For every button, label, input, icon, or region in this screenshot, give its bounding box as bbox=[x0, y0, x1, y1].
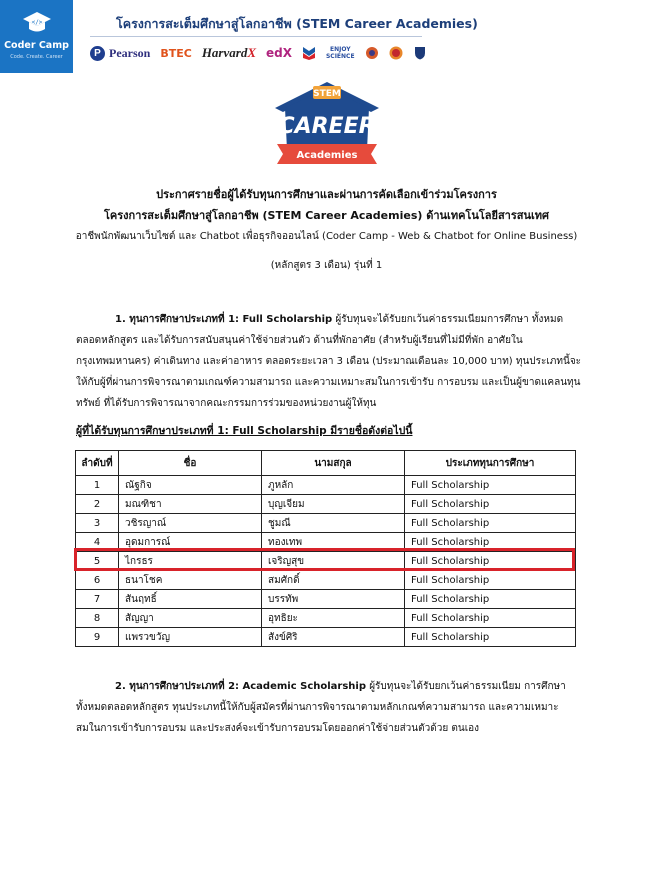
table-row bbox=[76, 571, 576, 590]
enjoy-line2: SCIENCE bbox=[325, 53, 355, 60]
row-last-name: ทองเทพ bbox=[262, 533, 405, 552]
btec-logo: BTEC bbox=[160, 46, 192, 60]
header-order: ลำดับที่ bbox=[76, 451, 119, 476]
row-scholarship: Full Scholarship bbox=[405, 476, 576, 495]
svg-text:</>: </> bbox=[31, 19, 43, 26]
scholarship-1-lead: 1. ทุนการศึกษาประเภทที่ 1: Full Scholarship bbox=[115, 314, 333, 325]
announcement-batch: (หลักสูตร 3 เดือน) รุ่นที่ 1 bbox=[270, 260, 383, 271]
header-last-name: นามสกุล bbox=[262, 451, 405, 476]
harvard-label: Harvard bbox=[201, 45, 248, 60]
row-scholarship: Full Scholarship bbox=[405, 514, 576, 533]
row-order: 6 bbox=[76, 571, 119, 590]
stem-career-academies-logo bbox=[267, 78, 387, 176]
pearson-label: Pearson bbox=[109, 45, 151, 60]
row-first-name: ไกรธร bbox=[119, 552, 262, 571]
project-title: โครงการสะเต็มศึกษาสู่โลกอาชีพ (STEM Career Academies) bbox=[116, 16, 478, 31]
coder-camp-name: Coder Camp bbox=[4, 40, 69, 51]
scholarship-2-lead: 2. ทุนการศึกษาประเภทที่ 2: Academic Scholarship bbox=[115, 681, 367, 692]
pearson-mark: P bbox=[90, 46, 105, 61]
enjoy-science-logo bbox=[326, 46, 355, 60]
row-last-name: บุญเจียม bbox=[262, 495, 405, 514]
row-first-name: ณัฐกิจ bbox=[119, 476, 262, 495]
row-order: 5 bbox=[76, 552, 119, 571]
row-first-name: แพรวขวัญ bbox=[119, 628, 262, 647]
partner-logos bbox=[90, 42, 427, 64]
row-order: 2 bbox=[76, 495, 119, 514]
row-first-name: อุดมการณ์ bbox=[119, 533, 262, 552]
row-order: 4 bbox=[76, 533, 119, 552]
harvardx-logo bbox=[202, 45, 256, 61]
harvard-x: X bbox=[247, 45, 256, 60]
row-last-name: สมศักดิ์ bbox=[262, 571, 405, 590]
shield-icon bbox=[413, 46, 427, 60]
table-row bbox=[76, 590, 576, 609]
row-scholarship: Full Scholarship bbox=[405, 590, 576, 609]
gear-seal-icon bbox=[365, 46, 379, 60]
announcement-project: โครงการสะเต็มศึกษาสู่โลกอาชีพ (STEM Career Academies) ด้านเทคโนโลยีสารสนเทศ bbox=[104, 209, 549, 222]
scholarship-2-body: ผู้รับทุนจะได้รับยกเว้นค่าธรรมเนียม การศึกษาทั้งหมดตลอดหลักสูตร ทุนประเภทนี้ให้กับผู้สมัครที่ผ่านการพิจารณาตามหลักเกณฑ์ความสามารถ และความเหมาะสมในการเข้ารับการอบรม และประสงค์จะเข้ารับการอบรมโดยออกค่าใช้จ่ายส่วนตัวด้วย ตนเอง bbox=[76, 681, 566, 734]
row-scholarship: Full Scholarship bbox=[405, 552, 576, 571]
row-first-name: ธนาโชค bbox=[119, 571, 262, 590]
header-scholarship-type: ประเภททุนการศึกษา bbox=[405, 451, 576, 476]
row-order: 1 bbox=[76, 476, 119, 495]
announcement-course: อาชีพนักพัฒนาเว็บไซต์ และ Chatbot เพื่อธุรกิจออนไลน์ (Coder Camp - Web & Chatbot for Online Business) bbox=[75, 231, 578, 242]
edx-logo: edX bbox=[265, 46, 292, 60]
row-last-name: สังข์ศิริ bbox=[262, 628, 405, 647]
table-row bbox=[76, 495, 576, 514]
coder-camp-tagline: Code. Create. Career bbox=[10, 54, 63, 60]
row-order: 7 bbox=[76, 590, 119, 609]
recipients-heading: ผู้ที่ได้รับทุนการศึกษาประเภทที่ 1: Full Scholarship มีรายชื่อดังต่อไปนี้ bbox=[76, 425, 413, 437]
row-order: 9 bbox=[76, 628, 119, 647]
row-first-name: สัญญา bbox=[119, 609, 262, 628]
row-scholarship: Full Scholarship bbox=[405, 495, 576, 514]
table-row bbox=[76, 628, 576, 647]
scholarship-2-paragraph bbox=[76, 676, 582, 739]
table-header-row bbox=[76, 451, 576, 476]
stem-label: STEM bbox=[313, 89, 341, 99]
graduation-cap-icon bbox=[22, 8, 52, 38]
circle-emblem-icon bbox=[389, 46, 403, 60]
announcement-title: ประกาศรายชื่อผู้ได้รับทุนการศึกษาและผ่านการคัดเลือกเข้าร่วมโครงการ bbox=[156, 188, 497, 201]
table-row bbox=[76, 476, 576, 495]
row-scholarship: Full Scholarship bbox=[405, 609, 576, 628]
row-first-name: มณฑิชา bbox=[119, 495, 262, 514]
pearson-logo bbox=[90, 46, 150, 61]
table-row bbox=[76, 609, 576, 628]
row-scholarship: Full Scholarship bbox=[405, 628, 576, 647]
recipients-table bbox=[75, 450, 576, 647]
scholarship-1-body: ผู้รับทุนจะได้รับยกเว้นค่าธรรมเนียมการศึกษา ทั้งหมดตลอดหลักสูตร และได้รับการสนับสนุนค่าใช้จ่ายส่วนตัว ด้านที่พักอาศัย (สำหรับผู้เรียนที่ไม่มีที่พัก อาศัยในกรุงเทพมหานคร) ค่าเดินทาง และค่าอาหาร ตลอดระยะเวลา 3 เดือน (ประมาณเดือนละ 10,000 บาท) ทุนประเภทนี้จะให้กับผู้ที่ผ่านการพิจารณาตามเกณฑ์ความสามารถ และความเหมาะสมในการเข้ารับ การอบรม และเป็นผู้ขาดแคลนทุนทรัพย์ ที่ได้รับการพิจารณาจากคณะกรรมการร่วมของหน่วยงานผู้ให้ทุน bbox=[76, 314, 582, 409]
enjoy-line1: ENJOY bbox=[329, 46, 351, 53]
table-row-highlighted bbox=[76, 552, 576, 571]
header-divider bbox=[90, 36, 422, 37]
row-first-name: วชิรญาณ์ bbox=[119, 514, 262, 533]
scholarship-1-paragraph bbox=[76, 309, 582, 414]
row-scholarship: Full Scholarship bbox=[405, 533, 576, 552]
row-last-name: บรรทัพ bbox=[262, 590, 405, 609]
row-first-name: สันฤทธิ์ bbox=[119, 590, 262, 609]
academies-label: Academies bbox=[296, 150, 358, 161]
row-last-name: เจริญสุข bbox=[262, 552, 405, 571]
row-order: 3 bbox=[76, 514, 119, 533]
coder-camp-logo bbox=[0, 0, 73, 73]
row-last-name: ภูหลัก bbox=[262, 476, 405, 495]
row-last-name: ชูมณี bbox=[262, 514, 405, 533]
row-scholarship: Full Scholarship bbox=[405, 571, 576, 590]
row-last-name: อุทธิยะ bbox=[262, 609, 405, 628]
career-label: CAREER bbox=[278, 114, 376, 139]
row-order: 8 bbox=[76, 609, 119, 628]
table-row bbox=[76, 533, 576, 552]
chevron-logo-icon bbox=[302, 46, 316, 60]
table-row bbox=[76, 514, 576, 533]
header-first-name: ชื่อ bbox=[119, 451, 262, 476]
